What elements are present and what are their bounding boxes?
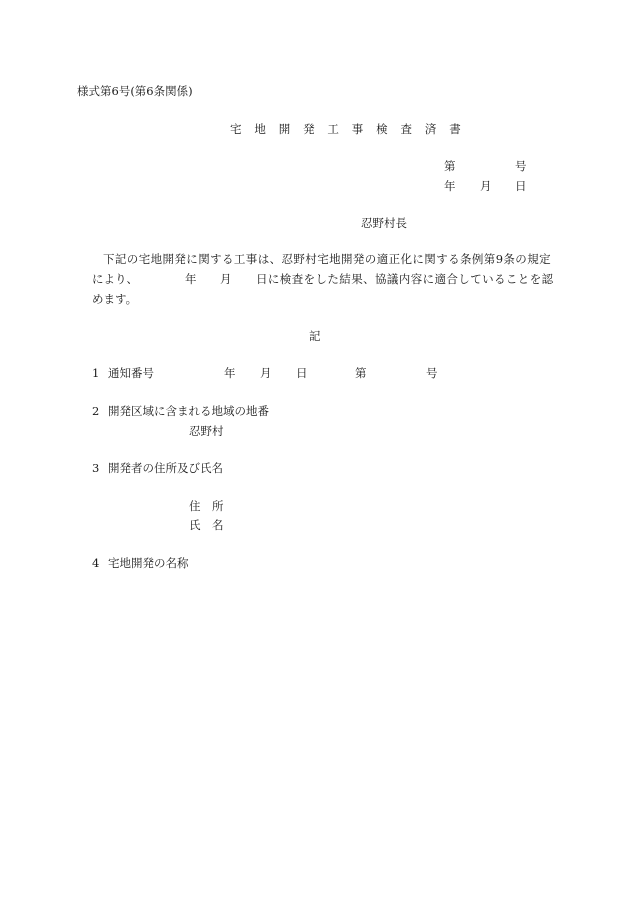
doc-number-suffix: 号 [515,159,527,173]
item-1-label: 通知番号 [108,366,154,380]
body-line-3: めます。 [92,292,138,306]
body-line-2-month: 月 [220,272,232,286]
item-1-go: 号 [426,366,438,380]
item-2-value: 忍野村 [189,424,224,438]
doc-number-prefix: 第 [444,159,456,173]
item-2-label: 開発区域に含まれる地域の地番 [108,404,269,418]
document-title: 宅 地 開 発 工 事 検 査 済 書 [230,122,466,136]
body-line-1: 下記の宅地開発に関する工事は、忍野村宅地開発の適正化に関する条例第9条の規定 [103,252,552,266]
item-3-number: 3 [92,461,100,475]
item-1-month: 月 [260,366,272,380]
item-1-year: 年 [224,366,236,380]
body-line-2-year: 年 [185,272,197,286]
item-4-label: 宅地開発の名称 [108,556,189,570]
item-3-label: 開発者の住所及び氏名 [108,461,223,475]
item-1-dai: 第 [355,366,367,380]
body-line-2-rest: 日に検査をした結果、協議内容に適合していることを認 [256,272,554,286]
item-1-number: 1 [92,366,100,380]
name-label: 氏 名 [189,518,224,532]
date-year: 年 [444,179,456,193]
ki-heading: 記 [309,329,321,343]
address-label: 住 所 [189,499,224,513]
form-number: 様式第6号(第6条関係) [77,84,193,98]
date-month: 月 [480,179,492,193]
body-line-2-start: により、 [92,272,138,286]
item-4-number: 4 [92,556,100,570]
date-day: 日 [515,179,527,193]
item-2-number: 2 [92,404,100,418]
item-1-day: 日 [296,366,308,380]
issuer: 忍野村長 [361,216,407,230]
